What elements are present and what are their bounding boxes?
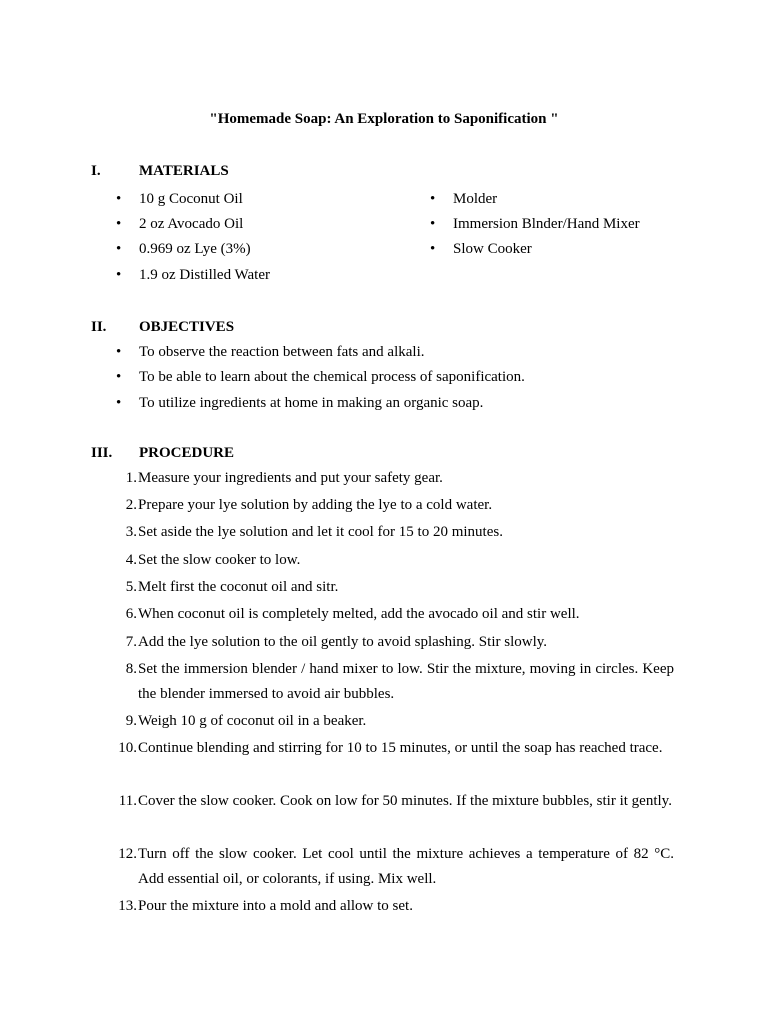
step-text: Prepare your lye solution by adding the lye to a cold water.: [138, 497, 493, 513]
procedure-step: [100, 789, 674, 814]
section-number-materials: I.: [91, 163, 101, 179]
step-text: Measure your ingredients and put your safety gear.: [138, 470, 443, 486]
materials-item-text: Slow Cooker: [453, 241, 532, 257]
procedure-step: [100, 736, 674, 761]
bullet-icon: •: [116, 395, 122, 411]
step-number: 6.: [125, 606, 137, 622]
step-number: 13.: [118, 898, 137, 914]
materials-item-text: 2 oz Avocado Oil: [139, 216, 244, 232]
procedure-step: [100, 657, 674, 707]
procedure-step: [100, 548, 674, 573]
procedure-step: [100, 466, 674, 491]
step-text: Turn off the slow cooker. Let cool until the mixture achieves a temperature of 82 °C. Add essential oil, or colorants, if using. Mix well.: [138, 846, 674, 887]
step-number: 8.: [125, 661, 137, 677]
step-number: 3.: [125, 524, 137, 540]
step-text: Set aside the lye solution and let it cool for 15 to 20 minutes.: [138, 524, 503, 540]
section-number-objectives: II.: [91, 319, 107, 335]
step-number: 5.: [125, 579, 137, 595]
step-number: 10.: [118, 740, 137, 756]
section-heading-materials: MATERIALS: [139, 163, 229, 179]
step-number: 1.: [125, 470, 137, 486]
procedure-step: [100, 520, 674, 545]
step-text: When coconut oil is completely melted, add the avocado oil and stir well.: [138, 606, 580, 622]
bullet-icon: •: [116, 241, 122, 257]
materials-item-text: Molder: [453, 191, 498, 207]
bullet-icon: •: [116, 267, 122, 283]
step-number: 2.: [125, 497, 137, 513]
step-text: Set the immersion blender / hand mixer to low. Stir the mixture, moving in circles. Keep the blender immersed to avoid air bubbles.: [138, 661, 674, 702]
step-number: 11.: [118, 793, 137, 809]
bullet-icon: •: [430, 191, 436, 207]
procedure-step: [100, 630, 674, 655]
procedure-step: [100, 842, 674, 892]
bullet-icon: •: [116, 191, 122, 207]
objective-item-text: To observe the reaction between fats and alkali.: [139, 344, 425, 360]
procedure-step: [100, 602, 674, 627]
document-title: "Homemade Soap: An Exploration to Saponification ": [209, 111, 559, 127]
materials-item-text: 0.969 oz Lye (3%): [139, 241, 251, 257]
bullet-icon: •: [430, 216, 436, 232]
materials-item-text: 1.9 oz Distilled Water: [139, 267, 270, 283]
procedure-step: [100, 709, 674, 734]
section-heading-procedure: PROCEDURE: [139, 445, 235, 461]
step-text: Add the lye solution to the oil gently to avoid splashing. Stir slowly.: [138, 634, 548, 650]
materials-item-text: Immersion Blnder/Hand Mixer: [453, 216, 640, 232]
section-heading-objectives: OBJECTIVES: [139, 319, 235, 335]
procedure-step: [100, 575, 674, 600]
step-text: Melt first the coconut oil and sitr.: [138, 579, 339, 595]
objective-item-text: To be able to learn about the chemical process of saponification.: [139, 369, 525, 385]
bullet-icon: •: [116, 216, 122, 232]
bullet-icon: •: [116, 344, 122, 360]
step-text: Pour the mixture into a mold and allow to set.: [138, 898, 413, 914]
step-text: Weigh 10 g of coconut oil in a beaker.: [138, 713, 367, 729]
step-number: 12.: [118, 846, 137, 862]
step-number: 4.: [125, 552, 137, 568]
objective-item-text: To utilize ingredients at home in making an organic soap.: [139, 395, 484, 411]
procedure-step: [100, 493, 674, 518]
section-number-procedure: III.: [91, 445, 113, 461]
step-number: 7.: [125, 634, 137, 650]
step-text: Cover the slow cooker. Cook on low for 50 minutes. If the mixture bubbles, stir it gently.: [138, 793, 672, 809]
procedure-step: [100, 894, 674, 919]
step-text: Set the slow cooker to low.: [138, 552, 301, 568]
step-number: 9.: [125, 713, 137, 729]
step-text: Continue blending and stirring for 10 to 15 minutes, or until the soap has reached trace.: [138, 740, 663, 756]
bullet-icon: •: [116, 369, 122, 385]
bullet-icon: •: [430, 241, 436, 257]
materials-item-text: 10 g Coconut Oil: [139, 191, 243, 207]
